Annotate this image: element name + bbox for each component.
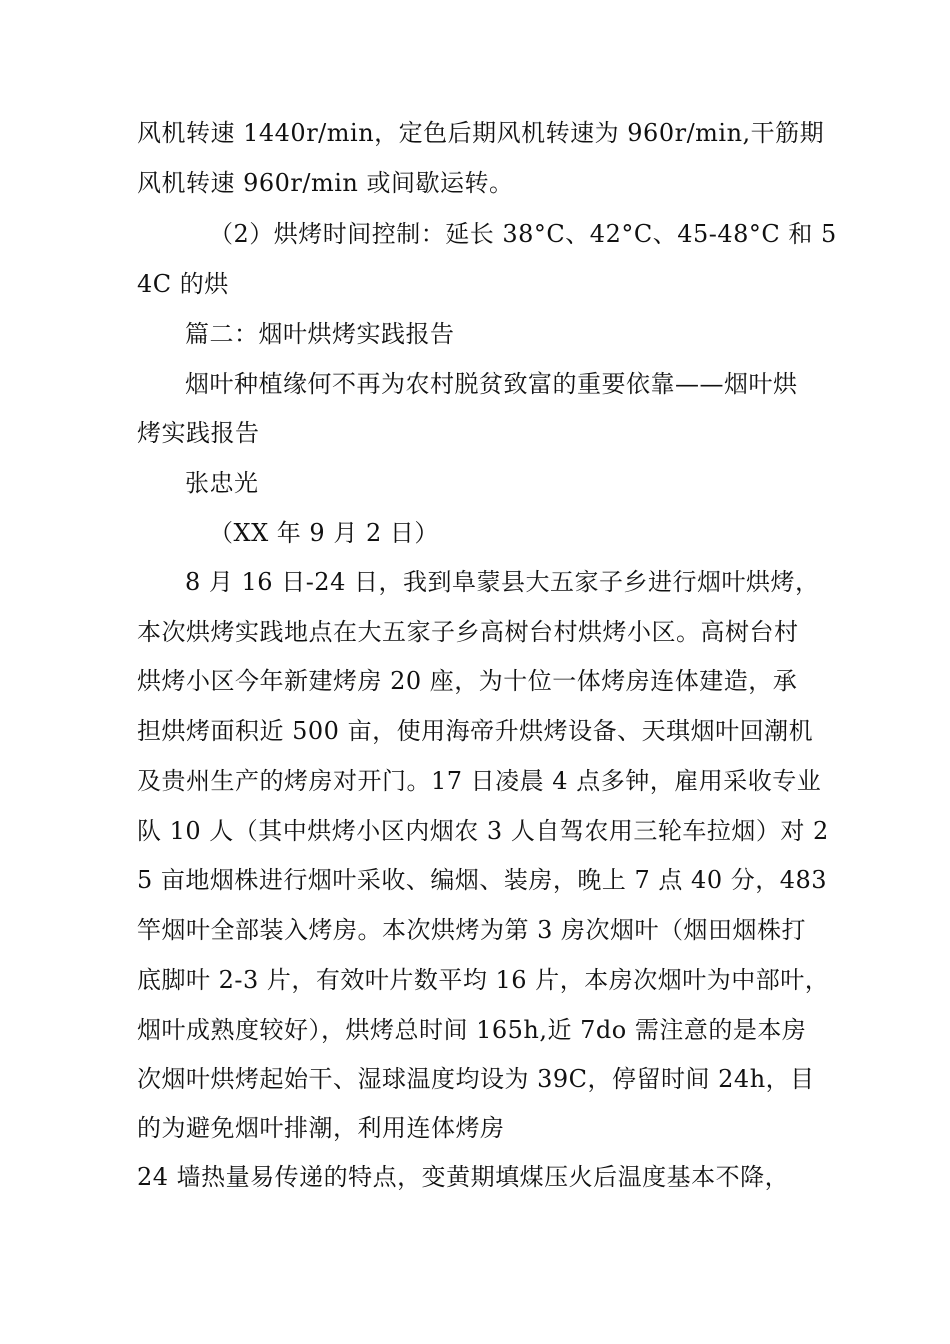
- body-line-22: 24 墙热量易传递的特点，变黄期填煤压火后温度基本不降，: [137, 1163, 790, 1191]
- body-line-4: 4C 的烘: [137, 270, 229, 298]
- author-name: 张忠光: [185, 469, 259, 497]
- body-line-12: 烘烤小区今年新建烤房 20 座，为十位一体烤房连体建造，承: [137, 667, 798, 695]
- report-date: （XX 年 9 月 2 日）: [209, 519, 439, 547]
- body-line-15: 队 10 人（其中烘烤小区内烟农 3 人自驾农用三轮车拉烟）对 2: [137, 817, 829, 845]
- body-line-16: 5 亩地烟株进行烟叶采收、编烟、装房，晚上 7 点 40 分，483: [137, 866, 828, 894]
- body-line-10: 8 月 16 日-24 日，我到阜蒙县大五家子乡进行烟叶烘烤，: [185, 568, 820, 596]
- report-title-line-2: 烤实践报告: [137, 419, 260, 447]
- body-line-18: 底脚叶 2-3 片，有效叶片数平均 16 片，本房次烟叶为中部叶，: [137, 966, 830, 994]
- body-line-3: （2）烘烤时间控制：延长 38°C、42°C、45-48°C 和 5: [209, 220, 837, 248]
- body-line-14: 及贵州生产的烤房对开门。17 日凌晨 4 点多钟，雇用采收专业: [137, 767, 822, 795]
- body-line-11: 本次烘烤实践地点在大五家子乡高树台村烘烤小区。高树台村: [137, 618, 799, 646]
- body-line-20: 次烟叶烘烤起始干、湿球温度均设为 39C，停留时间 24h，目: [137, 1065, 815, 1093]
- body-line-21: 的为避免烟叶排潮，利用连体烤房: [137, 1114, 505, 1142]
- report-title-line-1: 烟叶种植缘何不再为农村脱贫致富的重要依靠——烟叶烘: [185, 370, 798, 398]
- section-heading: 篇二：烟叶烘烤实践报告: [185, 320, 455, 348]
- body-line-2: 风机转速 960r/min 或间歇运转。: [137, 169, 514, 197]
- body-line-1: 风机转速 1440r/min，定色后期风机转速为 960r/min,干筋期: [137, 119, 825, 147]
- body-line-19: 烟叶成熟度较好），烘烤总时间 165h,近 7do 需注意的是本房: [137, 1016, 807, 1044]
- body-line-17: 竿烟叶全部装入烤房。本次烘烤为第 3 房次烟叶（烟田烟株打: [137, 916, 807, 944]
- body-line-13: 担烘烤面积近 500 亩，使用海帝升烘烤设备、天琪烟叶回潮机: [137, 717, 814, 745]
